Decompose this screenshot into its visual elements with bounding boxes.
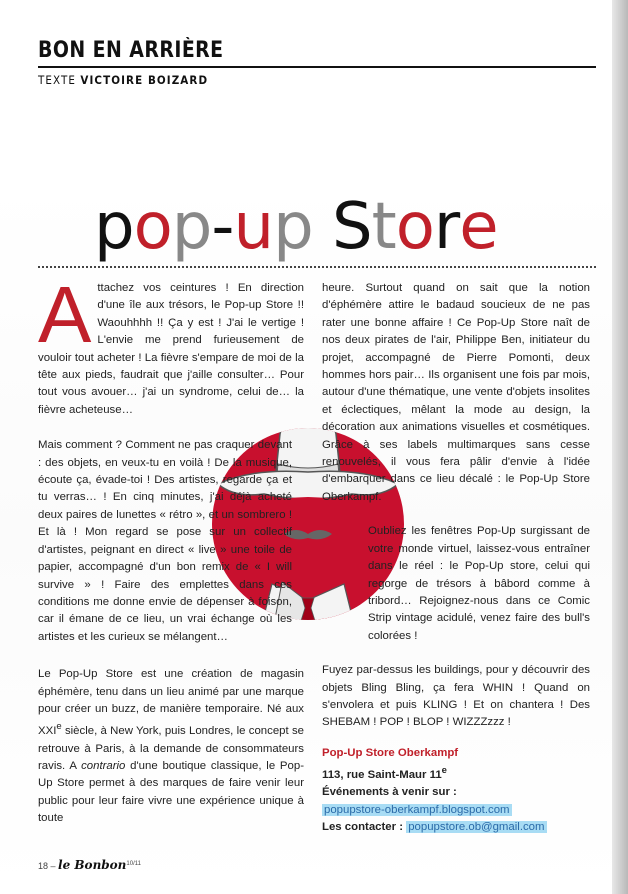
drop-cap: A xyxy=(38,270,92,359)
right-paragraph-3: Fuyez par-dessus les buildings, pour y découvrir des objets Bling Bling, ça fera WHIN ! Quand on s'envolera et puis KLING ! Et on chantera ! Des SHEBAM ! POP ! BLOP ! WIZZZzzz ! xyxy=(322,664,590,729)
right-paragraph-2: Oubliez les fenêtres Pop-Up surgissant de votre monde virtuel, laissez-vous entraîner dans le réel : le Pop-Up store, celui qui regorge de trésors à bâbord comme à tribord… Rejoignez-nous dans ce Comic Strip vintage acidulé, venez faire des bull's colorées ! xyxy=(368,525,590,642)
issue-number: 10/11 xyxy=(126,861,141,867)
contact-line: Les contacter : popupstore.ob@gmail.com xyxy=(322,821,545,834)
title-letter: t xyxy=(371,190,396,264)
title-letter: r xyxy=(433,190,460,264)
paragraph-2: Mais comment ? Comment ne pas craquer devant : des objets, en veux-tu en voilà ! De la musique, écoute ça, évade-toi ! Des artistes, regarde ça et tu verras… ! En cinq minutes, j'ai déjà acheté deux paires de lunettes « rétro », et un sombrero ! Et là ! Mon regard se pose sur un collectif d'artistes, peignant en direct « live » une toile de papier, accompagné d'un bon remix de « I will survive » ! Faire des emplettes dans ces conditions me donne envie de dépenser à foison, car il émane de ce lieu, un vrai échange où les artistes et les curieux se mélangent… xyxy=(38,439,292,643)
section-title: BON EN ARRIÈRE xyxy=(38,38,224,63)
title-letter: S xyxy=(332,190,372,264)
title-letter: - xyxy=(211,190,234,264)
title-letter: u xyxy=(233,190,274,264)
right-column xyxy=(322,280,590,837)
paragraph-3: Le Pop-Up Store est une création de magasin éphémère, tenu dans un lieu animé par une marque pour créer un buzz, de manière temporaire. Né aux XXIe siècle, à New York, puis Londres, le concept se retrouve à Paris, à la demande de consommateurs ravis. A contrario d'une boutique classique, le Pop-Up Store permet à des marques de faire venir leur public pour leur faire vivre une expérience unique à toute xyxy=(38,668,304,825)
right-paragraph-1: heure. Surtout quand on sait que la notion d'éphémère attire le badaud soucieux de ne pas rater une bonne affaire ! Ce Pop-Up Store naît de nos deux pirates de l'air, Philippe Ben, initiateur du projet, accompagné de Pierre Pomonti, deux hommes hors pair… Ils organisent une fois par mois, autour d'une thématique, une vente d'objets insolites et éclectiques, mêlant la mode au design, la décoration aux animations visuelles et cosmétiques. Grâce à ses labels multimarques sans cesse renouvelés, il vous fera pâlir d'envie à l'idée d'embarquer dans ce lieu décalé : le Pop-Up Store Oberkampf. xyxy=(322,282,590,503)
page-number: 18 – xyxy=(38,861,56,871)
title-letter: o xyxy=(395,190,434,264)
blog-link[interactable]: popupstore-oberkampf.blogspot.com xyxy=(324,803,510,816)
page-edge xyxy=(612,0,628,894)
email-link[interactable]: popupstore.ob@gmail.com xyxy=(408,821,545,834)
left-column xyxy=(38,270,304,845)
intro-paragraph: Attachez vos ceintures ! En direction d'une île aux trésors, le Pop-up Store !! Waouhhhh !! Ça y est ! J'ai le vertige ! L'envie me prend furieusement de vouloir tout acheter ! La fièvre s'empare de moi de la tête aux pieds, faudrait que j'aille consulter… Pour tout vous avouer… j'ai un syndrome, celui de… la fièvre acheteuse… xyxy=(38,270,304,416)
store-address: 113, rue Saint-Maur 11e xyxy=(322,765,447,781)
store-name: Pop-Up Store Oberkampf xyxy=(322,746,459,759)
events-label: Événements à venir sur : xyxy=(322,786,457,799)
store-info xyxy=(322,745,590,837)
magazine-logo: le Bonbon xyxy=(58,858,127,872)
title-letter xyxy=(313,190,332,264)
title-letter: e xyxy=(459,190,498,264)
dotted-divider xyxy=(38,266,596,268)
byline xyxy=(38,73,208,87)
header-rule xyxy=(38,66,596,68)
title-letter: p xyxy=(94,190,134,264)
title-letter: o xyxy=(133,190,172,264)
title-letter: p xyxy=(171,190,212,264)
page-folio xyxy=(38,858,141,872)
title-letter: p xyxy=(273,190,313,264)
article-title xyxy=(94,190,498,264)
byline-label: TEXTE xyxy=(38,73,77,87)
byline-author: VICTOIRE BOIZARD xyxy=(80,73,209,87)
